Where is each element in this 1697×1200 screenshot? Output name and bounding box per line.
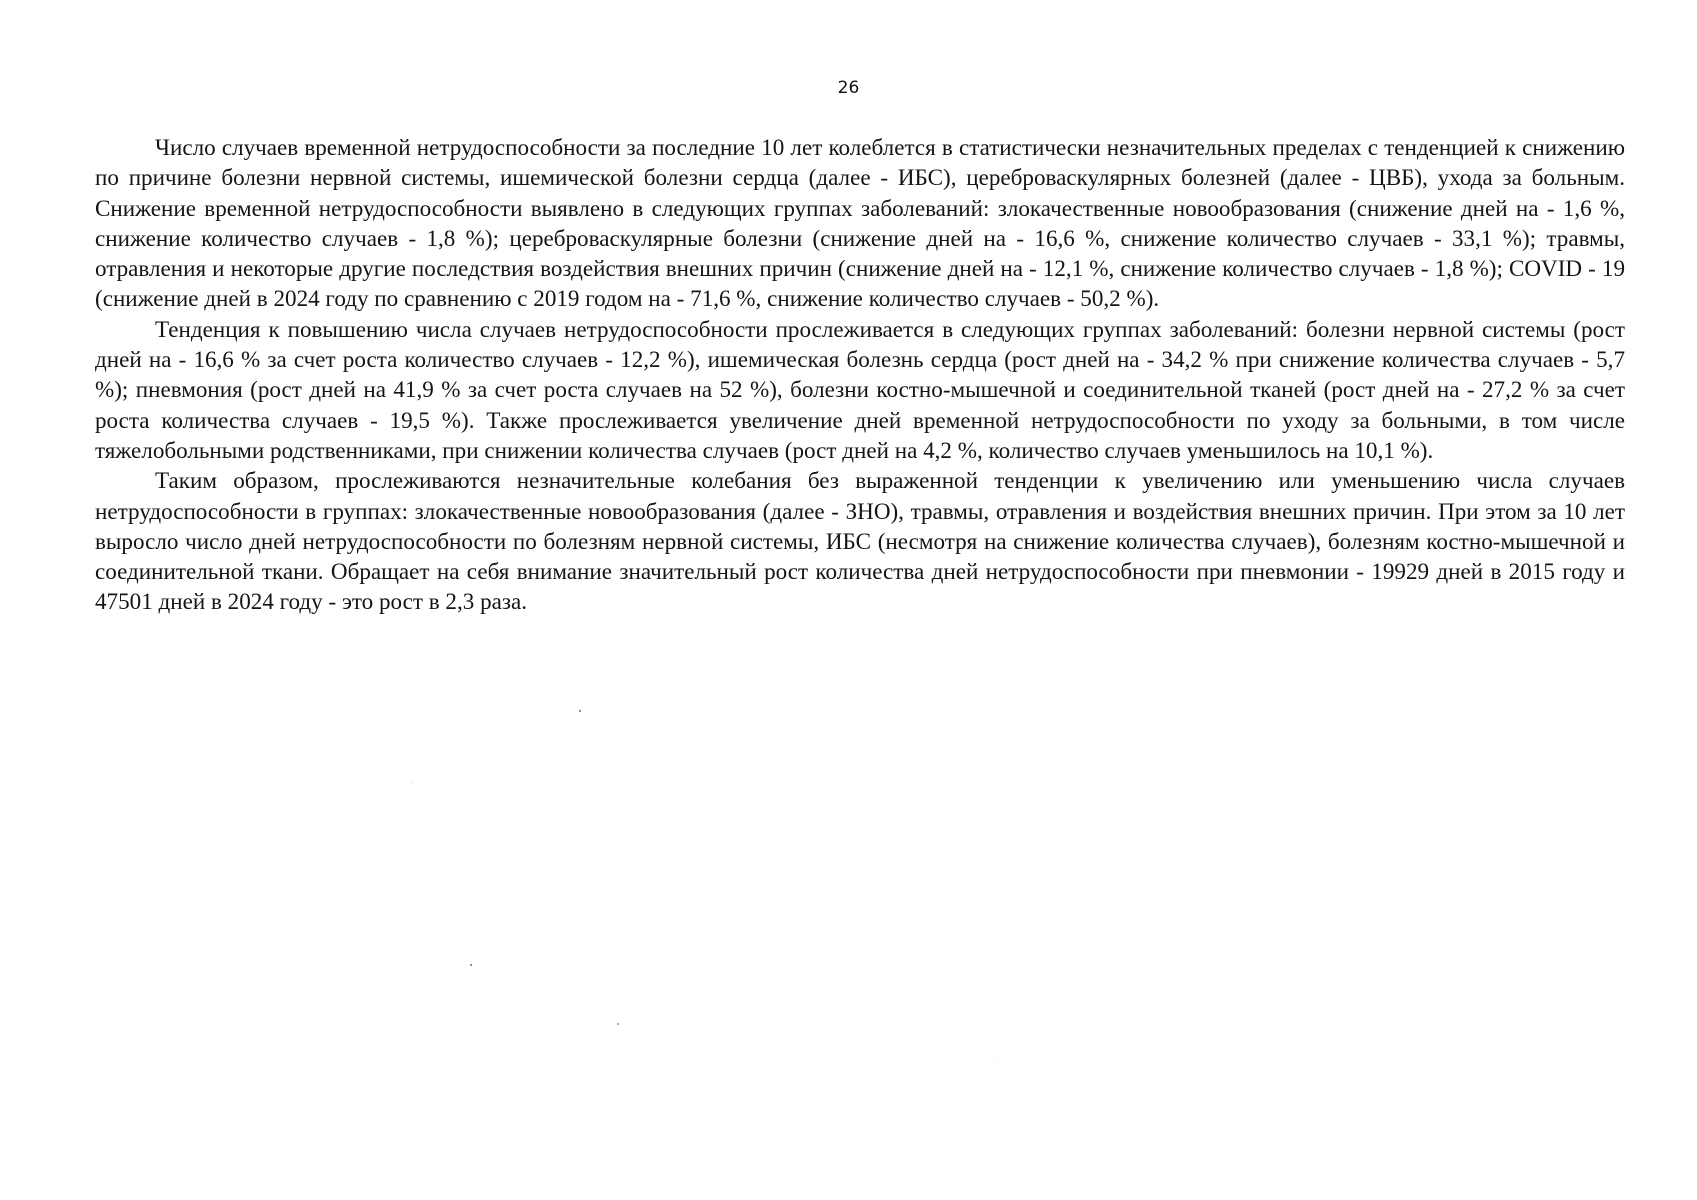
paragraph-2: Тенденция к повышению числа случаев нетрудоспособности прослеживается в следующих группах заболеваний: болезни нервной системы (рост дней на - 16,6 % за счет роста количество случаев - 12,2 %), ишемическая болезнь сердца (рост дней на - 34,2 % при снижение количества случаев - 5,7 %); пневмония (рост дней на 41,9 % за счет роста случаев на 52 %), болезни костно-мышечной и соединительной тканей (рост дней на - 27,2 % за счет роста количества случаев - 19,5 %). Также прослеживается увеличение дней временной нетрудоспособности по уходу за больными, в том числе тяжелобольными родственниками, при снижении количества случаев (рост дней на 4,2 %, количество случаев уменьшилось на 10,1 %).	[95, 315, 1625, 463]
scan-speck	[617, 1023, 619, 1025]
document-body	[95, 132, 1625, 617]
scan-speck	[994, 1059, 995, 1060]
scan-speck	[411, 782, 412, 783]
scan-speck	[579, 710, 581, 712]
scan-speck	[470, 964, 472, 966]
page-number: 26	[837, 78, 860, 98]
paragraph-1: Число случаев временной нетрудоспособности за последние 10 лет колеблется в статистически незначительных пределах с тенденцией к снижению по причине болезни нервной системы, ишемической болезни сердца (далее - ИБС), цереброваскулярных болезней (далее - ЦВБ), ухода за больным. Снижение временной нетрудоспособности выявлено в следующих группах заболеваний: злокачественные новообразования (снижение дней на - 1,6 %, снижение количество случаев - 1,8 %); цереброваскулярные болезни (снижение дней на - 16,6 %, снижение количество случаев - 33,1 %); травмы, отравления и некоторые другие последствия воздействия внешних причин (снижение дней на - 12,1 %, снижение количество случаев - 1,8 %); COVID - 19 (снижение дней в 2024 году по сравнению с 2019 годом на - 71,6 %, снижение количество случаев - 50,2 %).	[95, 134, 1625, 312]
paragraph-3: Таким образом, прослеживаются незначительные колебания без выраженной тенденции к увеличению или уменьшению числа случаев нетрудоспособности в группах: злокачественные новообразования (далее - ЗНО), травмы, отравления и воздействия внешних причин. При этом за 10 лет выросло число дней нетрудоспособности по болезням нервной системы, ИБС (несмотря на снижение количества случаев), болезням костно-мышечной и соединительной ткани. Обращает на себя внимание значительный рост количества дней нетрудоспособности при пневмонии - 19929 дней в 2015 году и 47501 дней в 2024 году - это рост в 2,3 раза.	[95, 467, 1625, 615]
